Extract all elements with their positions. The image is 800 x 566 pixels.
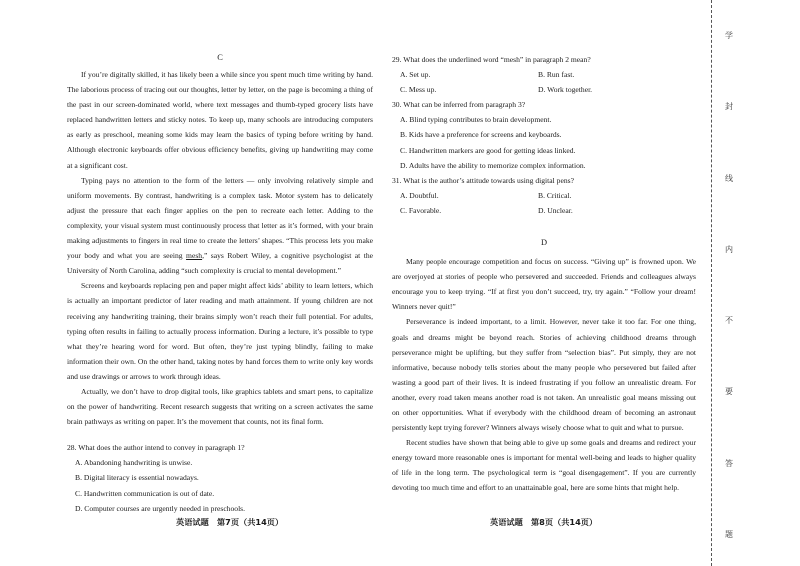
passage-c-paragraph-4: Actually, we don’t have to drop digital tools, like graphics tablets and smart pens, to capitalize on the power of handwriting. Recent research suggests that writing on a screen activates the same brain pathways as writing on paper. It’s the movement that counts, not its final form. xyxy=(67,386,373,427)
question-29-option-b: B. Run fast. xyxy=(538,70,575,80)
paragraph-2-text-after: ,” says Robert Wiley, a cognitive psychologist at the University of North Carolina, adding “such complexity is crucial to mental development.” xyxy=(67,251,373,276)
passage-c-paragraph-1: If you’re digitally skilled, it has likely been a while since you spent much time writing by hand. The laborious process of tracing out our thoughts, letter by letter, on the page is becoming a thing of the past in our screen-dominated world, where text messages and thumb-typed grocery lists have replaced handwritten letters and sticky notes. To keep up, many schools are introducing computers as early as preschool, meaning some kids may learn the basics of typing before writing by hand. Although electronic keyboards offer obvious efficiency benefits, giving up handwriting may come at a significant cost. xyxy=(67,70,373,170)
question-31-stem: 31. What is the author’s attitude towards using digital pens? xyxy=(392,175,574,185)
passage-d-paragraph-2: Perseverance is indeed important, to a limit. However, never take it too far. For one thing, goals and dreams might be beyond reach. Stories of achieving childhood dreams through perseverance might be uplifting, but they suffer from “selection bias”. Put simply, they are not informative, because nobody tells stories about the many people who persevered but failed after wasting a good part of their lives. It is indeed frustrating if you follow an unrealistic dream. For another, every road taken means another road is not taken. An unrealistic goal means missing out on other opportunities. What if everybody with the childhood dream of becoming an astronaut persistently kept trying forever? Winners always wisely choose what to quit and what to pursue. xyxy=(392,317,696,433)
question-31 xyxy=(392,173,696,218)
passage-d-paragraph-3: Recent studies have shown that being able to give up some goals and dreams and redirect your energy toward more reasonable ones is important for mental well-being and leads to higher quality of life in the long term. The psychological term is “goal disengagement”. If you are currently devoting too much time and effort to an unattainable goal, here are some hints that might help. xyxy=(392,438,696,493)
binding-char: 题 xyxy=(725,529,733,539)
binding-margin-notice xyxy=(722,30,736,540)
question-29 xyxy=(392,52,696,97)
question-28 xyxy=(67,440,373,515)
binding-char: 线 xyxy=(725,173,733,183)
question-30-option-b: B. Kids have a preference for screens and keyboards. xyxy=(400,130,562,140)
question-31-option-a: A. Doubtful. xyxy=(400,190,439,200)
passage-c-paragraph-3: Screens and keyboards replacing pen and paper might affect kids’ ability to learn letters, which is actually an important predictor of later reading and math attainment. If young children are not receiving any handwriting training, their brains simply won’t reach their full potential. For adults, typing often results in failing to actually process information. During a lecture, it’s possible to type what they’re hearing word for word. But often, they’re just typing blindly, failing to make information their own. On the other hand, taking notes by hand forces them to write only key words and use drawings or arrows to work through ideas. xyxy=(67,281,373,381)
binding-char: 内 xyxy=(725,244,733,254)
question-29-stem: 29. What does the underlined word “mesh” in paragraph 2 mean? xyxy=(392,55,591,64)
left-page xyxy=(67,50,373,516)
question-29-option-c: C. Mess up. xyxy=(400,85,437,95)
question-30-option-a: A. Blind typing contributes to brain development. xyxy=(400,115,552,125)
binding-char: 封 xyxy=(725,102,733,112)
question-30 xyxy=(392,97,696,172)
paragraph-2-text-before: Typing pays no attention to the form of the letters — only involving relatively simple and uniform movements. By contrast, handwriting is a complex task. Motor system has to delicately adjust the pressure that each finger applies on the pen to recreate each letter. Adding to the complexity, your visual system must continuously process that letter as it’s formed, with your brain making adjustments to fingers in real time to create the letters’ shapes. “This process lets you make your body and what you are seeing xyxy=(67,175,373,261)
right-page xyxy=(392,52,696,496)
question-28-option-b: B. Digital literacy is essential nowadays. xyxy=(75,473,199,483)
question-28-option-d: D. Computer courses are urgently needed in preschools. xyxy=(75,503,246,513)
question-28-option-a: A. Abandoning handwriting is unwise. xyxy=(75,458,193,468)
question-28-stem: 28. What does the author intend to convey in paragraph 1? xyxy=(67,443,245,453)
question-29-option-a: A. Set up. xyxy=(400,70,431,80)
binding-char: 要 xyxy=(725,387,733,397)
question-30-option-c: C. Handwritten markers are good for getting ideas linked. xyxy=(400,145,576,155)
binding-char: 答 xyxy=(725,458,733,468)
question-31-option-c: C. Favorable. xyxy=(400,205,442,215)
passage-c-paragraph-2 xyxy=(67,173,373,279)
question-29-option-d: D. Work together. xyxy=(538,85,593,95)
binding-char: 学 xyxy=(725,31,733,40)
binding-dashed-line xyxy=(711,0,713,566)
question-30-stem: 30. What can be inferred from paragraph 3? xyxy=(392,100,526,110)
binding-char: 不 xyxy=(725,316,733,326)
question-29-options xyxy=(400,67,696,97)
left-page-footer: 英语试题 第7页（共14页） xyxy=(176,517,284,527)
passage-d-paragraph-1: Many people encourage competition and focus on success. “Giving up” is frowned upon. We are overjoyed at stories of people who persevered and succeeded. Friends and colleagues always encourage you to keep trying. “If at first you don’t succeed, try, try again.” “Follow your dream! Winners never quit!” xyxy=(392,257,696,312)
question-31-option-b: B. Critical. xyxy=(538,190,572,200)
section-c-heading: C xyxy=(217,53,223,62)
section-d-heading: D xyxy=(540,238,548,248)
question-31-options xyxy=(400,188,696,218)
right-page-footer: 英语试题 第8页（共14页） xyxy=(490,517,598,527)
question-31-option-d: D. Unclear. xyxy=(538,205,573,215)
question-28-option-c: C. Handwritten communication is out of date. xyxy=(75,488,215,498)
question-30-option-d: D. Adults have the ability to memorize complex information. xyxy=(400,160,586,170)
underlined-word-mesh: mesh xyxy=(186,251,203,261)
